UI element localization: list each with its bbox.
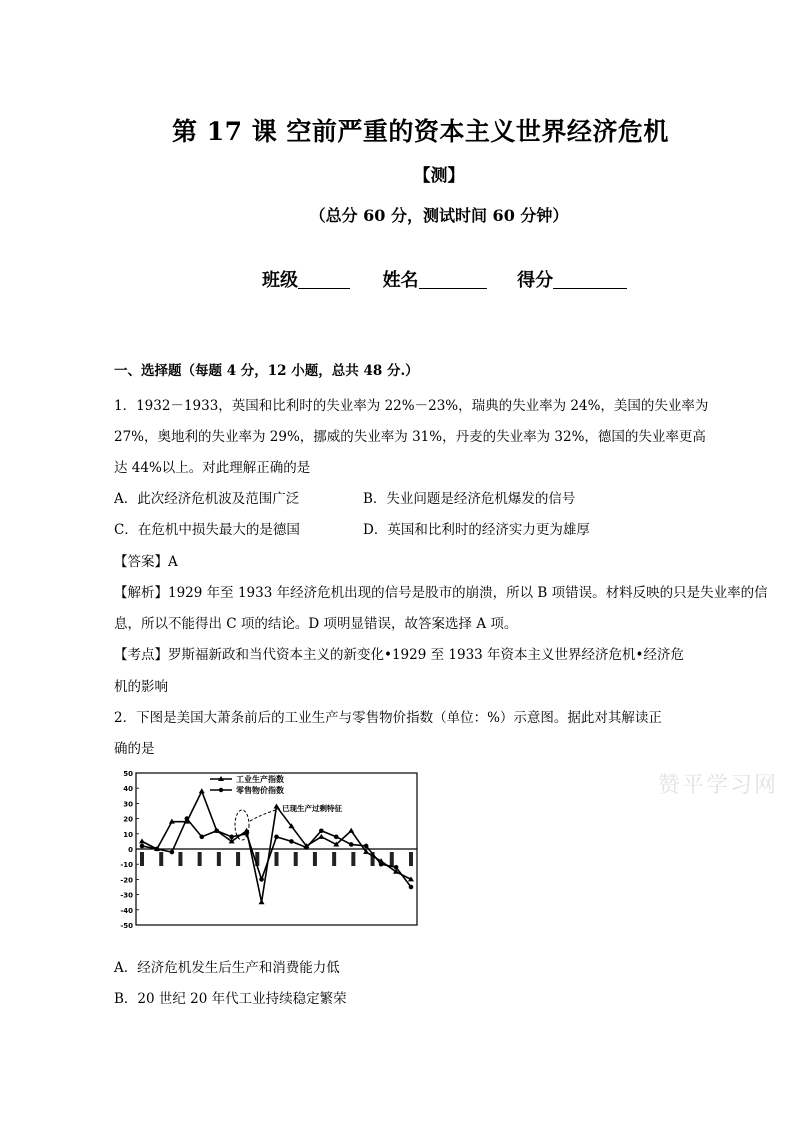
y-tick-label: -40 — [120, 906, 133, 915]
x-tick-label — [409, 852, 413, 866]
x-tick-label — [351, 852, 355, 866]
series-point — [349, 842, 354, 847]
series-point — [214, 828, 219, 833]
class-label: 班级 — [262, 270, 298, 291]
name-label: 姓名 — [382, 270, 419, 291]
y-tick-label: 30 — [123, 800, 133, 809]
series-point — [319, 828, 324, 833]
legend-label: 工业生产指数 — [236, 775, 284, 784]
series-point — [259, 899, 265, 904]
x-tick-label — [159, 852, 163, 866]
q1-topic: 【考点】罗斯福新政和当代资本主义的新变化•1929 至 1933 年资本主义世界经济危机•经济危 — [114, 647, 685, 663]
series-point — [199, 835, 204, 840]
legend-label: 零售物价指数 — [236, 786, 284, 795]
q1-analysis: 息，所以不能得出 C 项的结论。D 项明显错误，故答案选择 A 项。 — [114, 616, 518, 632]
y-tick-label: -20 — [120, 876, 133, 885]
series-point — [274, 835, 279, 840]
student-info-row — [262, 266, 627, 292]
legend-marker — [219, 788, 223, 792]
class-blank[interactable] — [298, 270, 350, 289]
q2-chart — [114, 769, 419, 929]
series-point — [259, 877, 264, 882]
page-subtitle: 【测】 — [413, 166, 465, 186]
series-point — [140, 844, 145, 849]
series-point — [289, 839, 294, 844]
series-point — [364, 844, 369, 849]
q1-stem-line: 达 44%以上。对此理解正确的是 — [114, 460, 311, 476]
q2-stem-line: 2．下图是美国大萧条前后的工业生产与零售物价指数（单位：%）示意图。据此对其解读正 — [114, 710, 662, 726]
watermark: 赞平学习网 — [658, 773, 779, 798]
q2-option-a[interactable]: A．经济危机发生后生产和消费能力低 — [114, 960, 340, 976]
x-tick-label — [294, 852, 298, 866]
y-tick-label: 0 — [128, 846, 133, 854]
annotation-label: 已现生产过剩特征 — [282, 804, 342, 813]
y-tick-label: 20 — [123, 815, 133, 824]
y-tick-label: 40 — [123, 785, 133, 794]
series-point — [318, 834, 324, 839]
series-point — [155, 847, 160, 852]
q2-option-b[interactable]: B．20 世纪 20 年代工业持续稳定繁荣 — [114, 991, 347, 1007]
series-point — [274, 803, 280, 808]
series-point — [199, 788, 205, 793]
score-note: （总分 60 分，测试时间 60 分钟） — [309, 206, 569, 225]
series-point — [348, 828, 354, 833]
x-tick-label — [140, 852, 144, 866]
x-tick-label — [332, 852, 336, 866]
x-tick-label — [313, 852, 317, 866]
q1-option-b[interactable]: B．失业问题是经济危机爆发的信号 — [363, 491, 576, 507]
score-blank[interactable] — [553, 270, 627, 289]
q1-option-c[interactable]: C．在危机中损失最大的是德国 — [114, 522, 300, 538]
y-tick-label: 10 — [123, 830, 133, 839]
x-tick-label — [198, 852, 202, 866]
series-point — [304, 845, 309, 850]
x-tick-label — [217, 852, 221, 866]
x-tick-label — [390, 852, 394, 866]
series-point — [379, 862, 384, 867]
q1-analysis: 【解析】1929 年至 1933 年经济危机出现的信号是股市的崩溃，所以 B 项错误。材料反映的只是失业率的信 — [114, 585, 768, 601]
q1-topic: 机的影响 — [114, 679, 168, 695]
x-tick-label — [275, 852, 279, 866]
y-tick-label: -10 — [120, 861, 133, 870]
q1-option-a[interactable]: A．此次经济危机波及范围广泛 — [114, 491, 300, 507]
series-point — [185, 816, 190, 821]
q1-stem-line: 1．1932－1933，英国和比利时的失业率为 22%－23%，瑞典的失业率为 24%，美国的失业率为 — [114, 398, 709, 414]
q2-stem-line: 确的是 — [114, 741, 155, 757]
q1-option-d[interactable]: D．英国和比利时的经济实力更为雄厚 — [363, 522, 590, 538]
name-blank[interactable] — [419, 270, 487, 289]
y-tick-label: -50 — [120, 922, 133, 929]
y-tick-label: -30 — [120, 891, 133, 900]
series-point — [394, 865, 399, 870]
series-point — [139, 838, 145, 843]
x-tick-label — [236, 852, 240, 866]
x-tick-label — [178, 852, 182, 866]
page-title: 第 17 课 空前严重的资本主义世界经济危机 — [172, 117, 669, 146]
y-tick-label: 50 — [123, 770, 133, 778]
q1-stem-line: 27%，奥地利的失业率为 29%，挪威的失业率为 31%，丹麦的失业率为 32%，德国的失业率更高 — [114, 429, 706, 445]
series-point — [334, 835, 339, 840]
section-heading: 一、选择题（每题 4 分，12 小题，总共 48 分.） — [114, 363, 419, 379]
score-label: 得分 — [517, 270, 554, 291]
series-point — [229, 835, 234, 840]
series-point — [170, 850, 175, 855]
q1-answer: 【答案】A — [114, 554, 178, 570]
series-point — [409, 885, 414, 890]
